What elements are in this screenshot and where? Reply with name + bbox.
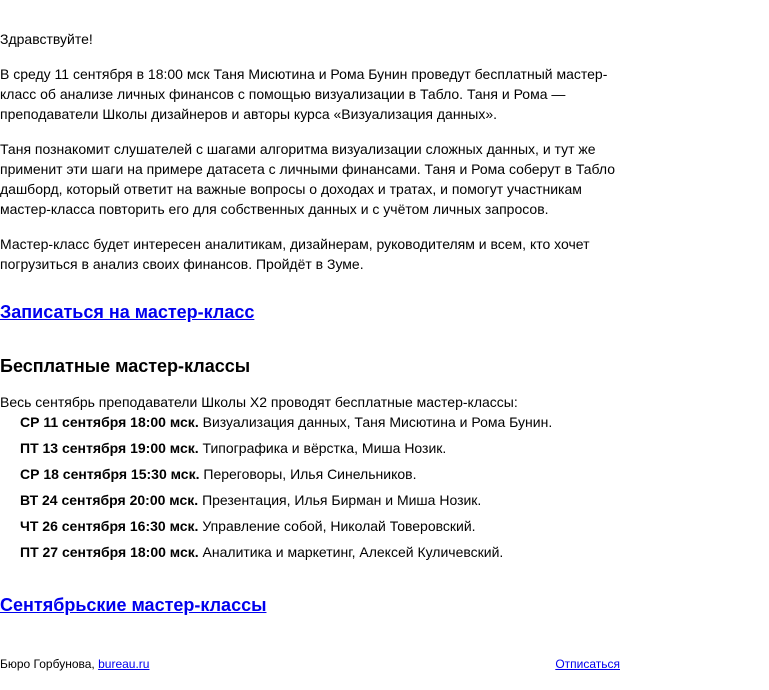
list-item xyxy=(0,412,620,438)
audience-paragraph: Мастер-класс будет интересен аналитикам, дизайнерам, руководителям и всем, кто хочет погрузиться в анализ своих финансов. Пройдёт в Зуме. xyxy=(0,236,590,272)
event-desc: Презентация, Илья Бирман и Миша Нозик. xyxy=(202,492,482,508)
event-desc: Типографика и вёрстка, Миша Нозик. xyxy=(202,440,447,456)
events-list xyxy=(0,412,620,568)
list-item xyxy=(0,516,620,542)
list-item xyxy=(0,490,620,516)
signup-link[interactable]: Записаться на мастер-класс xyxy=(0,302,255,322)
event-desc: Визуализация данных, Таня Мисютина и Рома Бунин. xyxy=(202,414,553,430)
unsubscribe-link[interactable]: Отписаться xyxy=(555,657,620,671)
greeting: Здравствуйте! xyxy=(0,31,93,47)
list-item xyxy=(0,438,620,464)
event-date: ПТ 27 сентября 18:00 мск. xyxy=(20,544,199,560)
company-name: Бюро Горбунова, xyxy=(0,657,95,671)
event-desc: Аналитика и маркетинг, Алексей Куличевский. xyxy=(202,544,504,560)
september-classes-link[interactable]: Сентябрьские мастер-классы xyxy=(0,595,267,615)
event-date: ВТ 24 сентября 20:00 мск. xyxy=(20,492,199,508)
details-paragraph: Таня познакомит слушателей с шагами алгоритма визуализации сложных данных, и тут же применит эти шаги на примере датасета с личными финансами. Таня и Рома соберут в Табло дашборд, который ответит на важные вопросы о доходах и тратах, и помогут участникам мастер-класса повторить его для собственных данных и с учётом личных запросов. xyxy=(0,141,616,217)
event-date: ПТ 13 сентября 19:00 мск. xyxy=(20,440,199,456)
free-section-heading: Бесплатные мастер-классы xyxy=(0,356,251,376)
event-date: СР 11 сентября 18:00 мск. xyxy=(20,414,199,430)
list-item xyxy=(0,464,620,490)
intro-paragraph: В среду 11 сентября в 18:00 мск Таня Мисютина и Рома Бунин проведут бесплатный мастер-класс об анализе личных финансов с помощью визуализации в Табло. Таня и Рома — преподаватели Школы дизайнеров и авторы курса «Визуализация данных». xyxy=(0,66,608,122)
event-date: СР 18 сентября 15:30 мск. xyxy=(20,466,200,482)
event-desc: Управление собой, Николай Товеровский. xyxy=(202,518,476,534)
list-item xyxy=(0,542,620,568)
free-section-intro: Весь сентябрь преподаватели Школы X2 проводят бесплатные мастер-классы: xyxy=(0,394,518,410)
event-date: ЧТ 26 сентября 16:30 мск. xyxy=(20,518,199,534)
event-desc: Переговоры, Илья Синельников. xyxy=(203,466,417,482)
site-link[interactable]: bureau.ru xyxy=(98,657,150,671)
email-footer xyxy=(0,656,620,672)
